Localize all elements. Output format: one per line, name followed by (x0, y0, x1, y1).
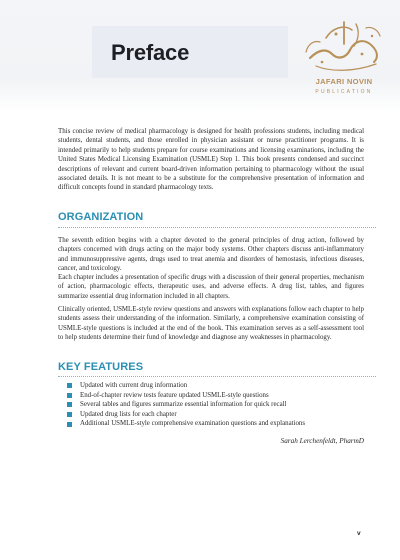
bullet-icon (67, 402, 72, 407)
key-features-list (67, 381, 367, 429)
organization-paragraph-2: Each chapter includes a presentation of specific drugs with a discussion of their general properties, mechanism of action, pharmacologic effects, therapeutic uses, and adverse effects. A drug list, tables, and figures summarize essential drug information included in all chapters. (58, 274, 364, 300)
list-item (67, 400, 367, 410)
bullet-icon (67, 383, 72, 388)
intro-paragraph: This concise review of medical pharmacology is designed for health professions students, including medical students, dental students, and those enrolled in physician assistant or nurse practitioner programs. It is intended primarily to help students prepare for course examinations and licensing examinations, including the United States Medical Licensing Examination (USMLE) Step 1. This book presents condensed and succinct descriptions of relevant and current board-driven information pertaining to pharmacology without the usual associated details. It is not meant to be a substitute for the comprehensive presentation of information and difficult concepts found in standard pharmacology texts. (58, 128, 364, 192)
list-item-text: Updated drug lists for each chapter (80, 410, 177, 418)
page-title: Preface (111, 40, 190, 65)
list-item (67, 391, 367, 401)
calligraphy-logo-icon (296, 14, 392, 80)
key-features-heading: KEY FEATURES (58, 361, 144, 373)
bullet-icon (67, 422, 72, 427)
list-item-text: End-of-chapter review tests feature updated USMLE-style questions (80, 391, 269, 399)
list-item-text: Additional USMLE-style comprehensive examination questions and explanations (80, 420, 306, 428)
list-item (67, 410, 367, 420)
list-item-text: Several tables and figures summarize essential information for quick recall (80, 401, 287, 409)
organization-paragraph-3: Clinically oriented, USMLE-style review questions and answers with explanations follow each chapter to help students assess their understanding of the information. Similarly, a comprehensive examination consisting of USMLE-style questions is included at the end of the book. This examination serves as a self-assessment tool to help students determine their fund of knowledge and diagnose any weaknesses in pharmacology. (58, 306, 364, 342)
bullet-icon (67, 412, 72, 417)
organization-paragraph-1: The seventh edition begins with a chapter devoted to the general principles of drug action, followed by chapters concerned with drugs acting on the major body systems. Other chapters discuss anti-inflammatory and immunosuppressive agents, drugs used to treat anemia and disorders of hemostasis, infectious diseases, cancer, and toxicology. (58, 237, 364, 273)
page-number: v (357, 530, 361, 537)
publisher-subtitle: PUBLICATION (315, 89, 373, 95)
publisher-logo (296, 14, 392, 106)
list-item-text: Updated with current drug information (80, 382, 188, 389)
bullet-icon (67, 393, 72, 398)
author-signature: Sarah Lerchenfeldt, PharmD (280, 437, 364, 445)
organization-heading: ORGANIZATION (58, 211, 144, 223)
list-item (67, 419, 367, 429)
publisher-name: JAFARI NOVIN (315, 77, 373, 86)
list-item (67, 381, 367, 391)
key-features-divider (58, 376, 376, 377)
organization-divider (58, 227, 376, 228)
